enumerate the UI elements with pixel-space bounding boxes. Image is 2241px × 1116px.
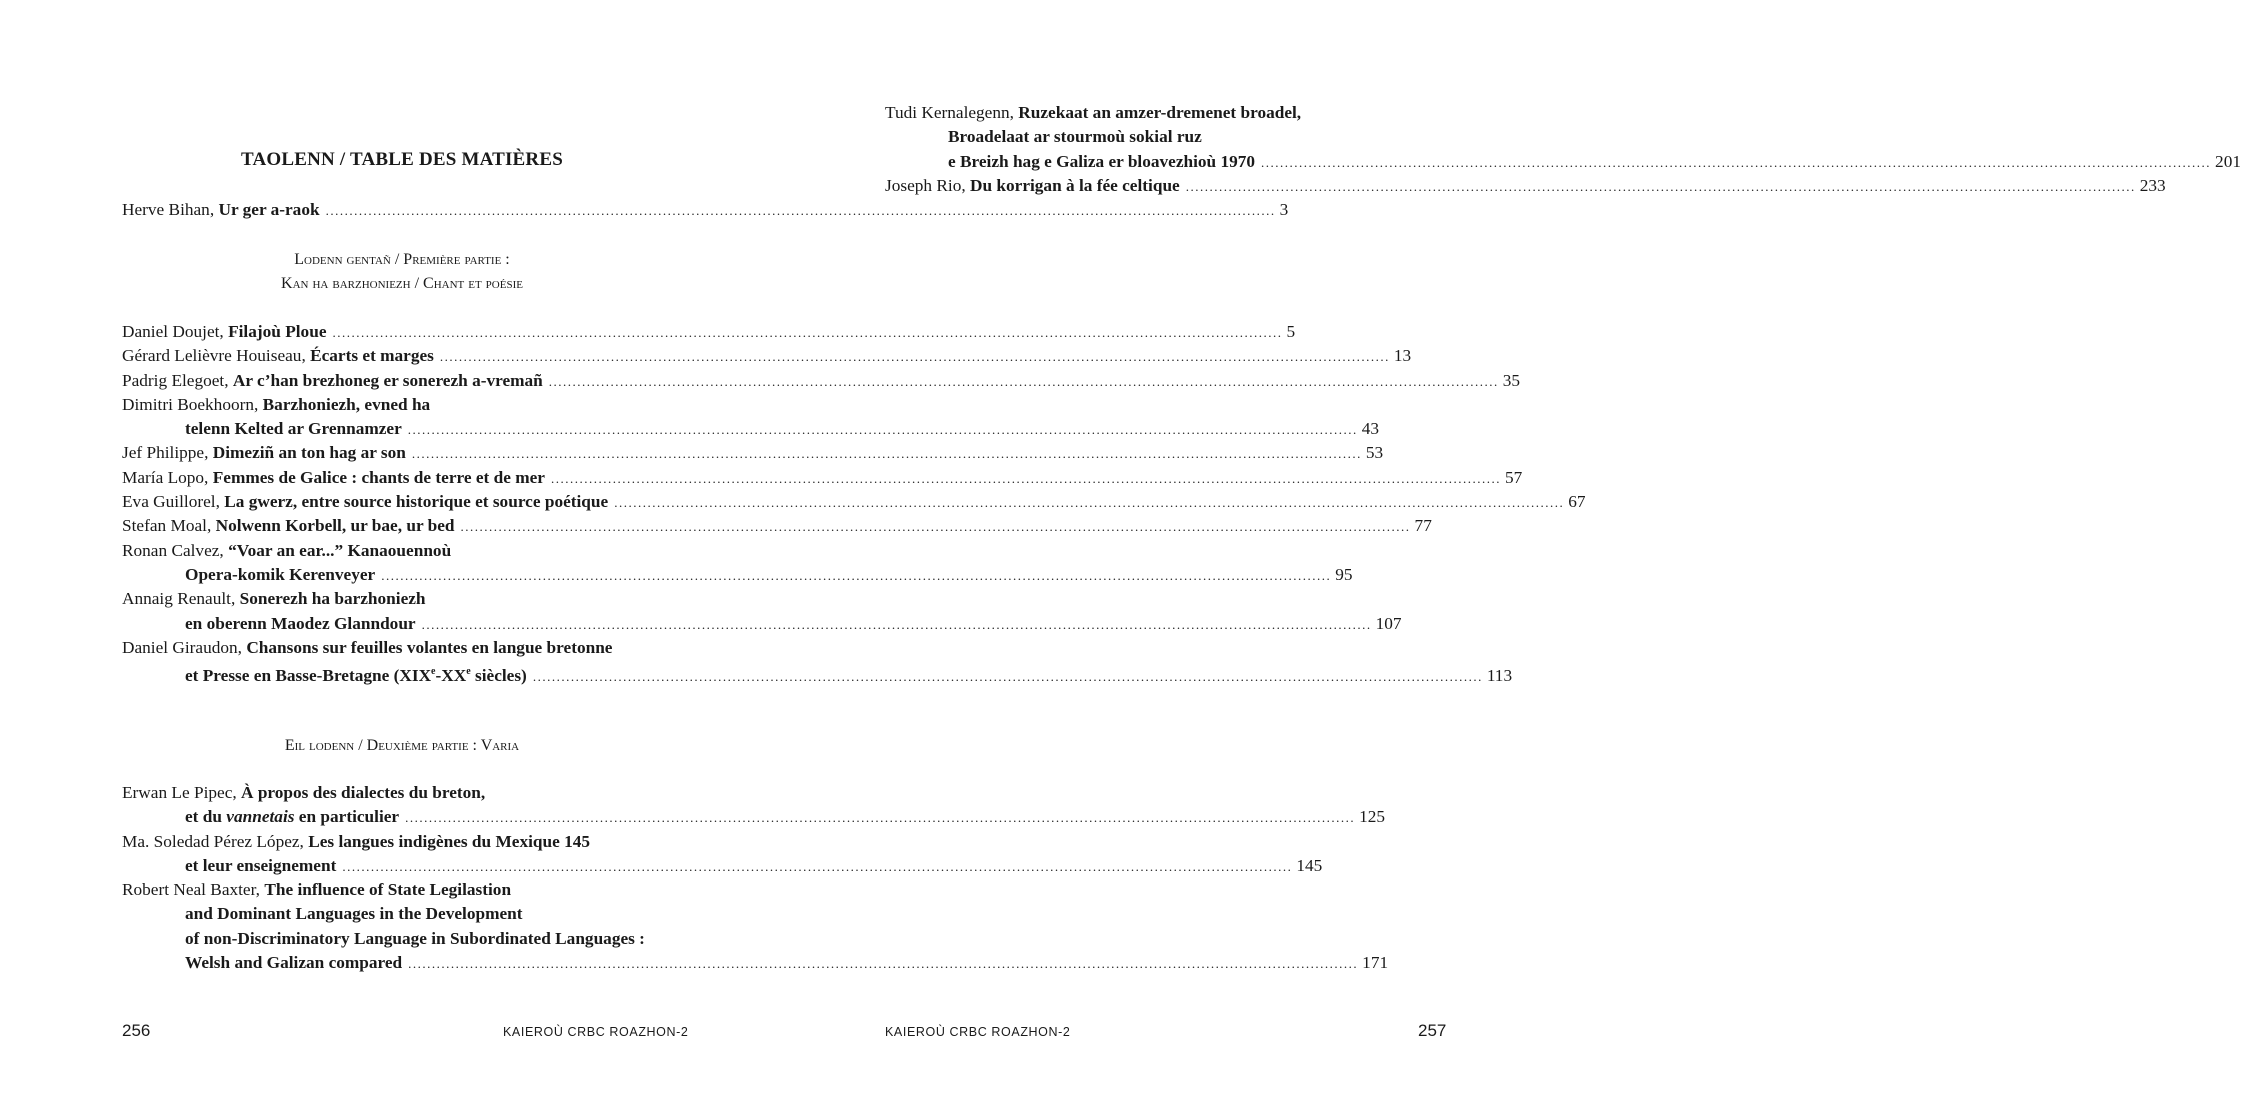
- entry-title-cont: Opera-komik Kerenveyer: [185, 564, 376, 584]
- entry-title: Écarts et marges: [310, 346, 434, 366]
- toc-entry-continuation[interactable]: [885, 150, 2241, 174]
- dot-leader: ........................................................................................................................................................................................................: [411, 446, 1362, 462]
- entry-author: Padrig Elegoet,: [122, 370, 229, 390]
- toc-entry-continuation: of non-Discriminatory Language in Subordinated Languages :: [185, 928, 645, 948]
- part2-entries: [122, 781, 1389, 975]
- title-part: en particulier: [294, 807, 400, 827]
- toc-entry[interactable]: [122, 587, 678, 611]
- entry-title: À propos des dialectes du breton,: [241, 783, 486, 802]
- toc-entry-continuation[interactable]: [122, 417, 1380, 441]
- entry-author: Erwan Le Pipec,: [122, 783, 237, 802]
- toc-intro: [122, 198, 1289, 222]
- entry-title: Sonerezh ha barzhoniezh: [239, 589, 426, 609]
- toc-entry-continuation: and Dominant Languages in the Development: [185, 904, 523, 924]
- entry-title-cont: et leur enseignement: [185, 855, 337, 875]
- entry-title: Ar c’han brezhoneg er sonerezh a-vremañ: [232, 370, 543, 390]
- entry-title: Dimeziñ an ton hag ar son: [212, 443, 406, 463]
- entry-page: 35: [1502, 370, 1521, 390]
- title-part: siècles): [470, 665, 527, 685]
- entry-page: 107: [1375, 613, 1402, 633]
- part2-heading: Eil lodenn / Deuxième partie : Varia: [284, 737, 520, 754]
- entry-page: 233: [2139, 175, 2166, 195]
- toc-entry[interactable]: [122, 539, 678, 563]
- entry-page: 67: [1568, 492, 1586, 512]
- dot-leader: ........................................................................................................................................................................................................: [439, 349, 1390, 365]
- running-head: KAIEROÙ CRBC ROAZHON-2: [885, 1025, 1071, 1039]
- dot-leader: ........................................................................................................................................................................................................: [407, 422, 1358, 438]
- toc-entry-continuation: Broadelaat ar stourmoù sokial ruz: [948, 127, 1202, 147]
- entry-title-cont: Welsh and Galizan compared: [185, 953, 403, 973]
- dot-leader: ........................................................................................................................................................................................................: [408, 956, 1359, 972]
- entry-page: 113: [1486, 665, 1513, 685]
- entry-page: 95: [1335, 564, 1353, 584]
- entry-title: “Voar an ear...” Kanaouennoù: [228, 540, 452, 560]
- dot-leader: ........................................................................................................................................................................................................: [614, 495, 1565, 511]
- toc-entry[interactable]: [122, 466, 1523, 490]
- entry-title: Filajoù Ploue: [228, 322, 327, 341]
- toc-entry[interactable]: [122, 441, 1384, 465]
- dot-leader: ........................................................................................................................................................................................................: [342, 858, 1293, 874]
- entry-page: 13: [1393, 346, 1412, 366]
- entry-title: Barzhoniezh, evned ha: [262, 394, 431, 414]
- entry-author: Dimitri Boekhoorn,: [122, 394, 259, 414]
- entry-author: Daniel Doujet,: [122, 322, 224, 341]
- dot-leader: ........................................................................................................................................................................................................: [460, 519, 1411, 535]
- entry-author: María Lopo,: [122, 467, 209, 487]
- dot-leader: ........................................................................................................................................................................................................: [1185, 178, 2136, 194]
- toc-entry-continuation[interactable]: [122, 563, 1353, 587]
- toc-entry-continuation[interactable]: [122, 660, 1513, 685]
- entry-page: 145: [1296, 855, 1323, 875]
- dot-leader: ........................................................................................................................................................................................................: [405, 810, 1356, 826]
- toc-entry[interactable]: [122, 198, 1289, 222]
- toc-entry[interactable]: [885, 174, 2166, 198]
- title-part: et Presse en Basse-Bretagne (XIX: [185, 665, 432, 685]
- title-italic: vannetais: [226, 807, 295, 827]
- entry-author: Jef Philippe,: [122, 443, 209, 463]
- entry-title-cont: telenn Kelted ar Grennamzer: [185, 419, 402, 439]
- entry-title: La gwerz, entre source historique et source poétique: [224, 492, 609, 512]
- entry-page: 201: [2215, 151, 2241, 171]
- dot-leader: ........................................................................................................................................................................................................: [381, 567, 1332, 583]
- entry-title: Nolwenn Korbell, ur bae, ur bed: [215, 516, 455, 536]
- toc-entry[interactable]: [122, 344, 1412, 368]
- toc-entry[interactable]: [122, 830, 678, 854]
- entry-page: 5: [1286, 322, 1296, 341]
- entry-title-cont: en oberenn Maodez Glanndour: [185, 613, 416, 633]
- superscript: e: [431, 666, 436, 678]
- toc-entry[interactable]: [122, 369, 1521, 393]
- entry-page: 125: [1359, 807, 1386, 827]
- entry-author: Stefan Moal,: [122, 516, 212, 536]
- entry-page: 57: [1504, 467, 1523, 487]
- entry-page: 77: [1414, 516, 1432, 536]
- toc-entry[interactable]: [122, 490, 1586, 514]
- entry-author: Ma. Soledad Pérez López,: [122, 831, 304, 851]
- entry-title-cont: e Breizh hag e Galiza er bloavezhioù 1970: [948, 151, 1256, 171]
- dot-leader: ........................................................................................................................................................................................................: [548, 373, 1499, 389]
- toc-entry-continuation[interactable]: [122, 854, 1323, 878]
- toc-entry[interactable]: [122, 878, 678, 902]
- page-number: 257: [1418, 1021, 1447, 1040]
- entry-title: Femmes de Galice : chants de terre et de mer: [212, 467, 545, 487]
- dot-leader: ........................................................................................................................................................................................................: [325, 203, 1276, 218]
- entry-page: 43: [1361, 419, 1380, 439]
- title-part: -XX: [435, 665, 467, 685]
- entry-author: Ronan Calvez,: [122, 540, 224, 560]
- running-head: KAIEROÙ CRBC ROAZHON-2: [503, 1025, 689, 1039]
- entry-page: 171: [1362, 953, 1389, 973]
- toc-entry-continuation[interactable]: [122, 805, 1386, 829]
- toc-entry[interactable]: [122, 636, 678, 660]
- toc-entry[interactable]: [122, 514, 1432, 538]
- toc-entry[interactable]: [122, 393, 678, 417]
- entry-author: Eva Guillorel,: [122, 492, 220, 512]
- continued-entries: [885, 101, 2241, 198]
- toc-entry-continuation[interactable]: [122, 951, 1389, 975]
- entry-page: 53: [1365, 443, 1384, 463]
- entry-author: Tudi Kernalegenn,: [885, 103, 1014, 122]
- toc-entry-continuation[interactable]: [122, 612, 1402, 636]
- toc-entry[interactable]: [122, 781, 678, 805]
- dot-leader: ........................................................................................................................................................................................................: [1261, 154, 2212, 170]
- entry-title: Du korrigan à la fée celtique: [969, 175, 1180, 195]
- entry-title-cont: [185, 660, 527, 688]
- part1-entries: [122, 320, 1586, 685]
- entry-title: Ruzekaat an amzer-dremenet broadel,: [1018, 103, 1302, 122]
- entry-author: Daniel Giraudon,: [122, 637, 242, 657]
- entry-title: Ur ger a-raok: [218, 200, 320, 219]
- dot-leader: ........................................................................................................................................................................................................: [532, 668, 1483, 684]
- part1-heading-line1: Lodenn gentañ / Première partie :: [294, 251, 510, 268]
- dot-leader: ........................................................................................................................................................................................................: [332, 325, 1283, 340]
- dot-leader: ........................................................................................................................................................................................................: [550, 470, 1501, 486]
- entry-title: Chansons sur feuilles volantes en langue bretonne: [246, 637, 613, 657]
- toc-entry[interactable]: [122, 320, 1296, 344]
- part1-heading-line2: Kan ha barzhoniezh / Chant et poésie: [281, 275, 523, 292]
- entry-page: 3: [1279, 200, 1289, 219]
- entry-author: Annaig Renault,: [122, 589, 236, 609]
- entry-author: Joseph Rio,: [885, 175, 966, 195]
- entry-author: Gérard Lelièvre Houiseau,: [122, 346, 306, 366]
- part1-heading: [122, 248, 682, 296]
- toc-entry[interactable]: [885, 101, 1441, 125]
- entry-title: The influence of State Legilastion: [264, 880, 512, 900]
- page-title: TAOLENN / TABLE DES MATIÈRES: [241, 149, 563, 170]
- page-number: 256: [122, 1021, 151, 1040]
- entry-author: Robert Neal Baxter,: [122, 880, 260, 900]
- entry-title: Les langues indigènes du Mexique 145: [308, 831, 591, 851]
- entry-author: Herve Bihan,: [122, 200, 215, 219]
- dot-leader: ........................................................................................................................................................................................................: [421, 616, 1372, 632]
- superscript: e: [466, 666, 471, 678]
- entry-title-cont: [185, 805, 399, 829]
- title-part: et du: [185, 807, 227, 827]
